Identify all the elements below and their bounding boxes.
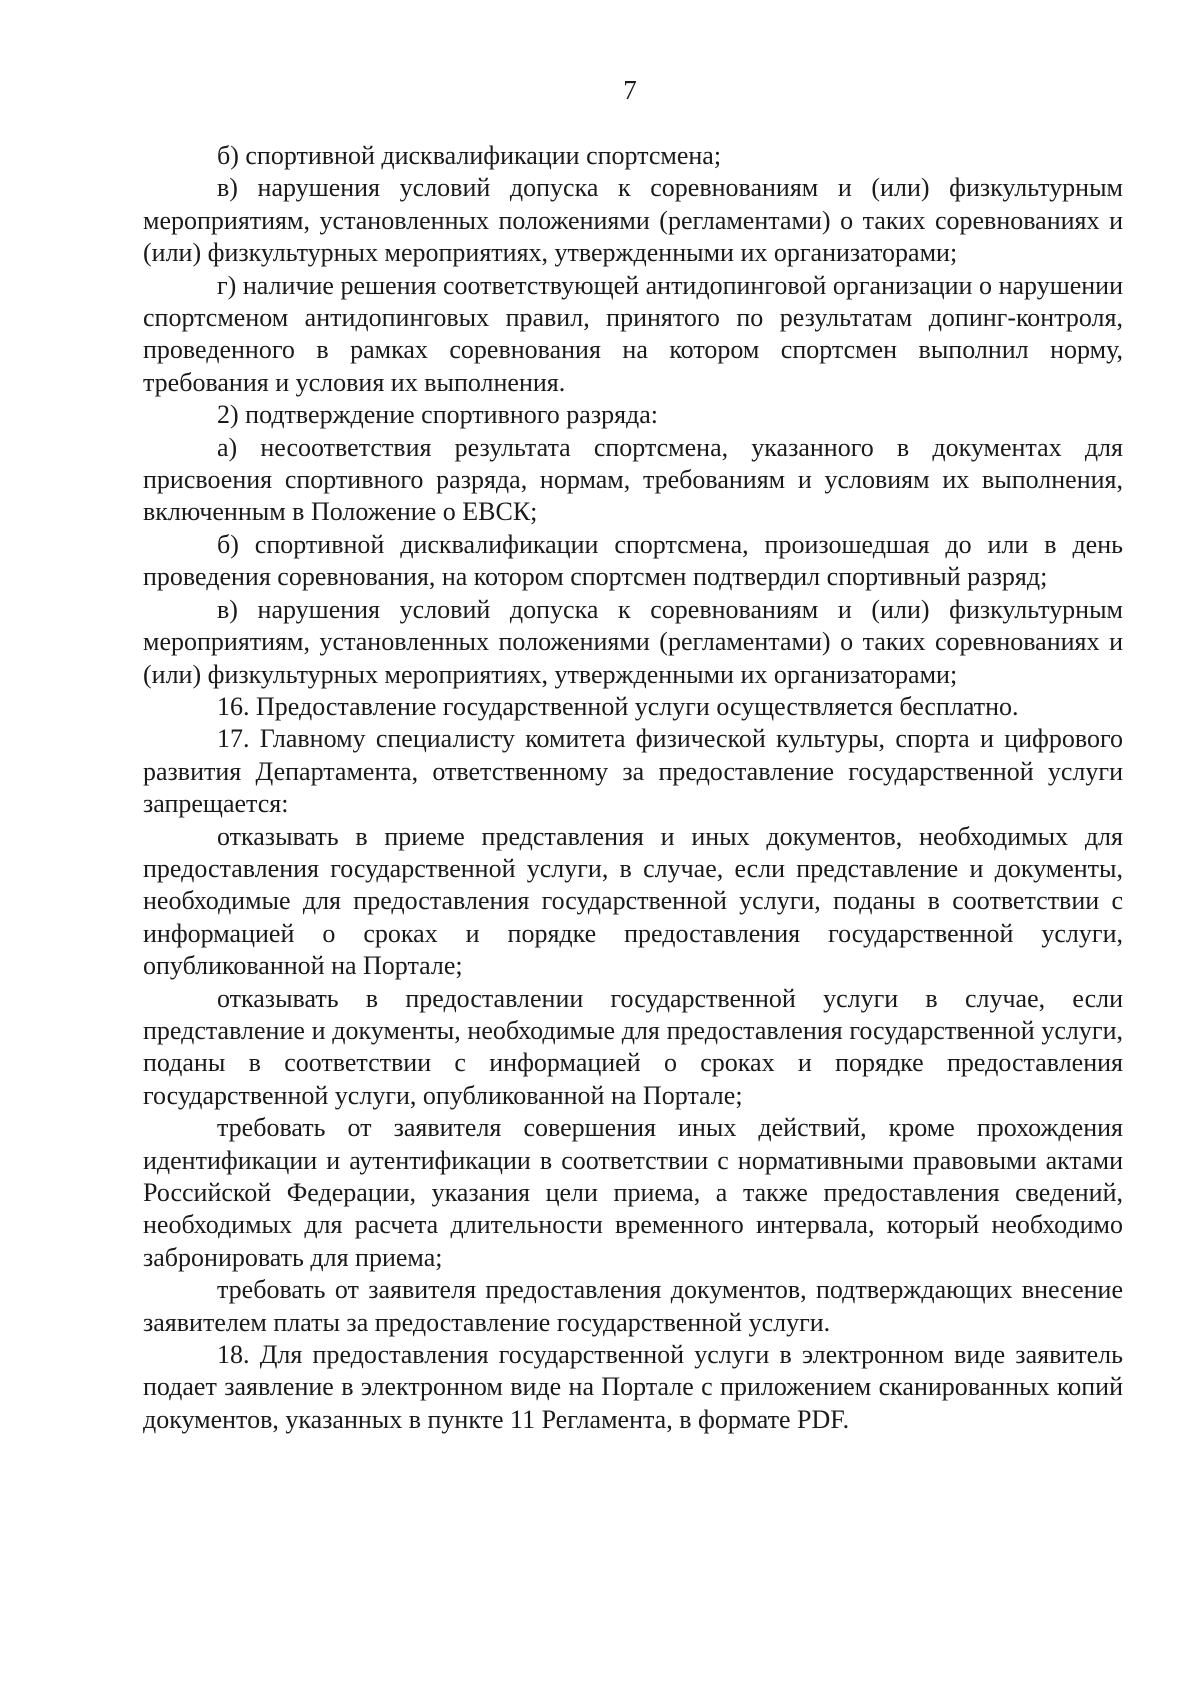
paragraph-item-v-admission-violation: в) нарушения условий допуска к соревнованиям и (или) физкультурным мероприятиям, установленных положениями (регламентами) о таких соревнованиях и (или) физкультурных мероприятиях, утвержденными их организаторами; (143, 173, 1123, 268)
paragraph-prohibition-extra-actions: требовать от заявителя совершения иных действий, кроме прохождения идентификации и аутентификации в соответствии с нормативными правовыми актами Российской Федерации, указания цели приема, а также предоставления сведений, необходимых для расчета длительности временного интервала, который необходимо забронировать для приема; (143, 1113, 1123, 1272)
page-number: 7 (623, 75, 637, 105)
paragraph-item-g-antidoping: г) наличие решения соответствующей антидопинговой организации о нарушении спортсменом антидопинговых правил, принятого по результатам допинг-контроля, проведенного в рамках соревнования на котором спортсмен выполнил норму, требования и условия их выполнения. (143, 270, 1123, 397)
paragraph-item-b-disqualification: б) спортивной дисквалификации спортсмена; (217, 141, 722, 170)
paragraph-prohibition-payment-docs: требовать от заявителя предоставления документов, подтверждающих внесение заявителем платы за предоставление государственной услуги. (143, 1275, 1123, 1337)
paragraph-item-b-disqualification-before: б) спортивной дисквалификации спортсмена, произошедшая до или в день проведения соревнования, на котором спортсмен подтвердил спортивный разряд; (143, 529, 1123, 592)
paragraph-prohibition-refuse-acceptance: отказывать в приеме представления и иных документов, необходимых для предоставления государственной услуги, в случае, если представление и документы, необходимые для предоставления государственной услуги, поданы в соответствии с информацией о сроках и порядке предоставления государственной услуги, опубликованной на Портале; (143, 821, 1123, 981)
paragraph-rank-confirmation: 2) подтверждение спортивного разряда: (217, 400, 659, 430)
paragraph-clause-18: 18. Для предоставления государственной услуги в электронном виде заявитель подает заявление в электронном виде на Портале с приложением сканированных копий документов, указанных в пункте 11 Регламента, в формате PDF. (143, 1340, 1123, 1434)
paragraph-item-v-admission-violation-2: в) нарушения условий допуска к соревнованиям и (или) физкультурным мероприятиям, установленных положениями (регламентами) о таких соревнованиях и (или) физкультурных мероприятиях, утвержденными их организаторами; (143, 594, 1123, 689)
paragraph-clause-16: 16. Предоставление государственной услуги осуществляется бесплатно. (217, 691, 1019, 721)
paragraph-item-a-result-mismatch: а) несоответствия результата спортсмена, указанного в документах для присвоения спортивного разряда, нормам, требованиям и условиям их выполнения, включенным в Положение о ЕВСК; (143, 432, 1123, 527)
paragraph-prohibition-refuse-provision: отказывать в предоставлении государственной услуги в случае, если представление и документы, необходимые для предоставления государственной услуги, поданы в соответствии с информацией о сроках и порядке предоставления государственной услуги, опубликованной на Портале; (143, 983, 1123, 1110)
document-body (143, 140, 1123, 1436)
paragraph-clause-17: 17. Главному специалисту комитета физической культуры, спорта и цифрового развития Департамента, ответственному за предоставление государственной услуги запрещается: (143, 724, 1123, 819)
